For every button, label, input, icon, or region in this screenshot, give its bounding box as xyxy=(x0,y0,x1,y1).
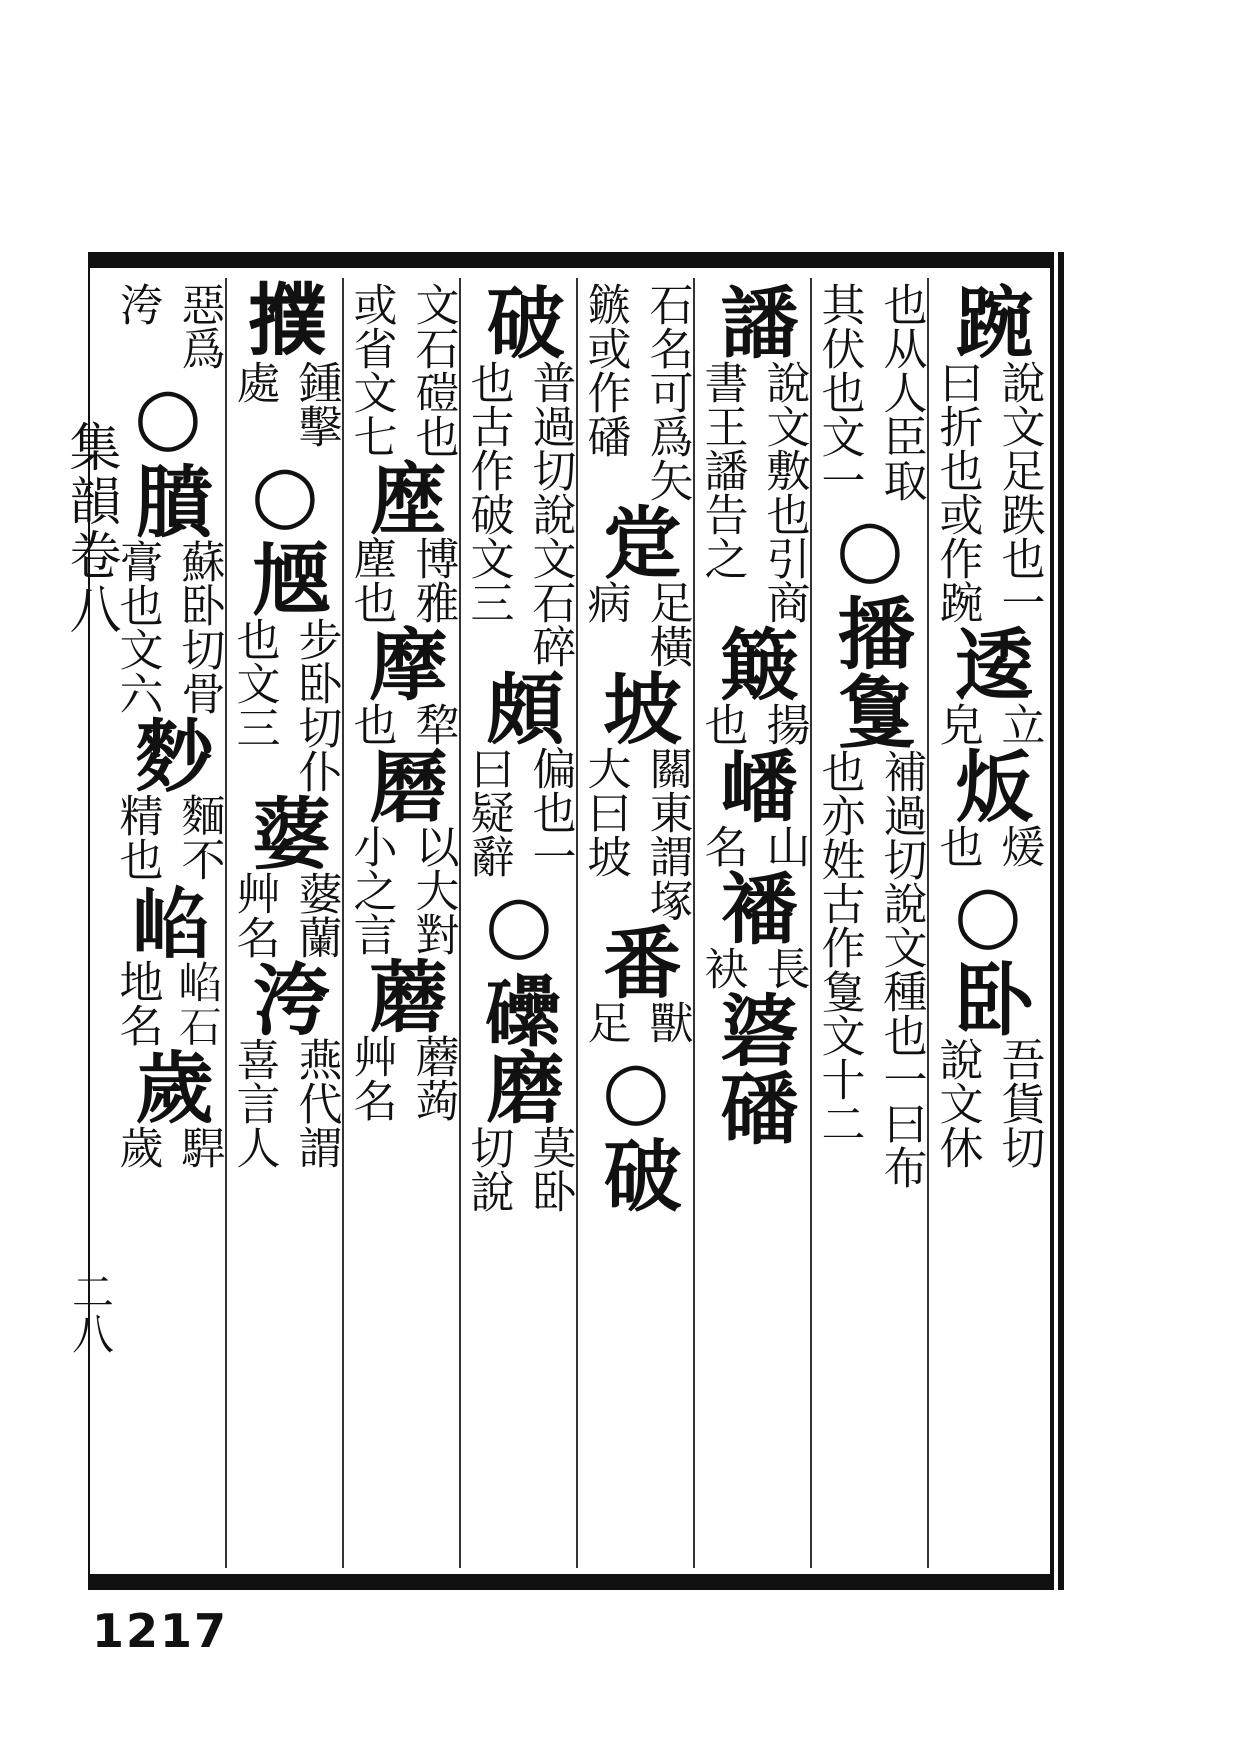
annotation-pair xyxy=(110,793,227,881)
headword: 㐡 xyxy=(239,539,331,617)
annotation-left: 皃 xyxy=(931,702,983,746)
headword: 坡 xyxy=(590,668,682,746)
annotation-pair xyxy=(929,1037,1046,1169)
annotation-right: 𡸞石 xyxy=(173,959,225,1047)
annotation-left: 也古作破文三 xyxy=(462,360,514,624)
annotation-pair xyxy=(461,360,578,668)
annotation-left: 艸名 xyxy=(345,1034,397,1122)
annotation-pair xyxy=(227,871,344,959)
gutter-leaf-number: 二八 xyxy=(66,1270,115,1354)
headword: 譒 xyxy=(707,282,799,360)
annotation-right: 麵不 xyxy=(173,793,225,881)
headword: 碆 xyxy=(707,990,799,1068)
annotation-pair xyxy=(110,959,227,1047)
headword: 蔢 xyxy=(239,793,331,871)
annotation-pair xyxy=(227,360,344,448)
annotation-right: 立 xyxy=(993,702,1045,746)
text-columns xyxy=(108,278,1046,1568)
annotation-left: 也 xyxy=(345,702,397,746)
annotation-left: 名 xyxy=(696,824,748,868)
entry-separator-circle: ○ xyxy=(473,878,565,969)
annotation-left: 地名 xyxy=(111,959,163,1047)
annotation-left: 說文休 xyxy=(931,1037,983,1169)
annotation-pair xyxy=(110,539,227,715)
headword: 膹 xyxy=(122,461,214,539)
gutter-book-title: 集韻卷八 xyxy=(60,420,120,636)
annotation-pair xyxy=(929,360,1046,624)
annotation-pair xyxy=(929,702,1046,746)
annotation-pair xyxy=(695,360,812,624)
annotation-right: 蔢蘭 xyxy=(290,871,342,959)
annotation-pair xyxy=(578,1000,695,1044)
entry-separator-circle: ○ xyxy=(122,370,214,461)
annotation-left: 其伏也文一 xyxy=(813,282,865,502)
annotation-pair xyxy=(227,1037,344,1169)
annotation-right: 吾貨切 xyxy=(993,1037,1045,1169)
annotation-right: 獸 xyxy=(641,1000,693,1044)
annotation-right: 足橫 xyxy=(641,580,693,668)
headword: 嶓 xyxy=(707,746,799,824)
annotation-left: 洿 xyxy=(111,282,163,326)
annotation-left: 或省文七 xyxy=(345,282,397,458)
annotation-right: 犂 xyxy=(407,702,459,746)
annotation-right: 文石磑也 xyxy=(407,282,459,458)
annotation-left: 足 xyxy=(579,1000,631,1044)
annotation-pair xyxy=(344,536,461,624)
annotation-pair xyxy=(812,282,929,502)
headword: 麨 xyxy=(122,715,214,793)
annotation-pair xyxy=(695,702,812,746)
annotation-left: 病 xyxy=(579,580,631,624)
annotation-pair xyxy=(461,1125,578,1213)
headword: 歲 xyxy=(122,1047,214,1125)
entry-separator-circle: ○ xyxy=(590,1044,682,1135)
annotation-pair xyxy=(578,746,695,922)
annotation-left: 也文三 xyxy=(228,617,280,749)
annotation-left: 切說 xyxy=(462,1125,514,1213)
annotation-right: 煖 xyxy=(993,824,1045,868)
headword: 踠 xyxy=(942,282,1034,360)
headword: 𢷏 xyxy=(239,282,331,360)
annotation-left: 袂 xyxy=(696,946,748,990)
annotation-pair xyxy=(344,702,461,746)
headword: 塺 xyxy=(356,458,448,536)
annotation-right: 莫卧 xyxy=(524,1125,576,1213)
annotation-right: 普過切說文石碎 xyxy=(524,360,576,668)
text-column xyxy=(344,278,461,1568)
annotation-pair xyxy=(578,282,695,502)
annotation-right: 以大對 xyxy=(407,824,459,956)
annotation-pair xyxy=(227,617,344,793)
annotation-right: 關東謂塚 xyxy=(641,746,693,922)
annotation-right: 駻 xyxy=(173,1125,225,1169)
headword: 簸 xyxy=(707,624,799,702)
annotation-right: 山 xyxy=(758,824,810,868)
annotation-left: 膏也文六 xyxy=(111,539,163,715)
entry-separator-circle: ○ xyxy=(824,502,916,593)
annotation-right: 鍾擊 xyxy=(290,360,342,448)
entry-separator-circle: ○ xyxy=(239,448,331,539)
headword: 襎 xyxy=(707,868,799,946)
annotation-right: 蘇卧切骨 xyxy=(173,539,225,715)
text-column xyxy=(227,278,344,1568)
annotation-left: 小之言 xyxy=(345,824,397,956)
headword: 𢿌 xyxy=(824,671,916,749)
headword: 破 xyxy=(473,282,565,360)
headword: 炍 xyxy=(942,746,1034,824)
headword: 破 xyxy=(590,1135,682,1213)
headword: 逶 xyxy=(942,624,1034,702)
annotation-right: 長 xyxy=(758,946,810,990)
annotation-left: 精也 xyxy=(111,793,163,881)
entry-separator-circle: ○ xyxy=(942,868,1034,959)
annotation-left: 喜言人 xyxy=(228,1037,280,1169)
annotation-left: 鏃或作磻 xyxy=(579,282,631,458)
annotation-right: 說文足跌也一 xyxy=(993,360,1045,624)
annotation-right: 石名可爲矢 xyxy=(641,282,693,502)
headword: 𡸞 xyxy=(122,881,214,959)
annotation-left: 也 xyxy=(931,824,983,868)
annotation-left: 也亦姓古作𢿌文十二 xyxy=(813,749,865,1145)
annotation-left: 塵也 xyxy=(345,536,397,624)
annotation-right: 步卧切仆 xyxy=(290,617,342,793)
annotation-left: 處 xyxy=(228,360,280,404)
headword: 𥗼 xyxy=(473,969,565,1047)
headword: 洿 xyxy=(239,959,331,1037)
annotation-pair xyxy=(578,580,695,668)
text-column xyxy=(110,278,227,1568)
annotation-left: 曰折也或作踠 xyxy=(931,360,983,624)
outer-border-rule xyxy=(1058,252,1064,1590)
headword: 卧 xyxy=(942,959,1034,1037)
annotation-right: 蘑蒟 xyxy=(407,1034,459,1122)
annotation-right: 揚 xyxy=(758,702,810,746)
headword: 磨 xyxy=(473,1047,565,1125)
text-column xyxy=(695,278,812,1568)
annotation-left: 艸名 xyxy=(228,871,280,959)
headword: 播 xyxy=(824,593,916,671)
annotation-right: 偏也一 xyxy=(524,746,576,878)
annotation-right: 也从人臣取 xyxy=(875,282,927,502)
headword: 頗 xyxy=(473,668,565,746)
annotation-left: 書王譒告之 xyxy=(696,360,748,580)
annotation-pair xyxy=(695,824,812,868)
headword: 磻 xyxy=(707,1068,799,1146)
annotation-pair xyxy=(110,1125,227,1169)
annotation-pair xyxy=(461,746,578,878)
annotation-pair xyxy=(344,824,461,956)
annotation-pair xyxy=(344,1034,461,1122)
headword: 番 xyxy=(590,922,682,1000)
annotation-pair xyxy=(929,824,1046,868)
annotation-left: 曰疑辭 xyxy=(462,746,514,878)
annotation-left: 歲 xyxy=(111,1125,163,1169)
headword: 摩 xyxy=(356,624,448,702)
headword: 䟫 xyxy=(590,502,682,580)
headword: 磿 xyxy=(356,746,448,824)
annotation-pair xyxy=(110,282,227,370)
text-column xyxy=(812,278,929,1568)
annotation-pair xyxy=(344,282,461,458)
annotation-right: 惡爲 xyxy=(173,282,225,370)
annotation-right: 說文敷也引商 xyxy=(758,360,810,624)
headword: 蘑 xyxy=(356,956,448,1034)
annotation-left: 也 xyxy=(696,702,748,746)
page-number: 1217 xyxy=(92,1604,229,1658)
annotation-right: 博雅 xyxy=(407,536,459,624)
annotation-left: 大曰坡 xyxy=(579,746,631,878)
annotation-right: 補過切說文種也一曰布 xyxy=(875,749,927,1189)
annotation-right: 燕代謂 xyxy=(290,1037,342,1169)
text-column xyxy=(578,278,695,1568)
text-column xyxy=(929,278,1046,1568)
text-column xyxy=(461,278,578,1568)
annotation-pair xyxy=(812,749,929,1189)
annotation-pair xyxy=(695,946,812,990)
